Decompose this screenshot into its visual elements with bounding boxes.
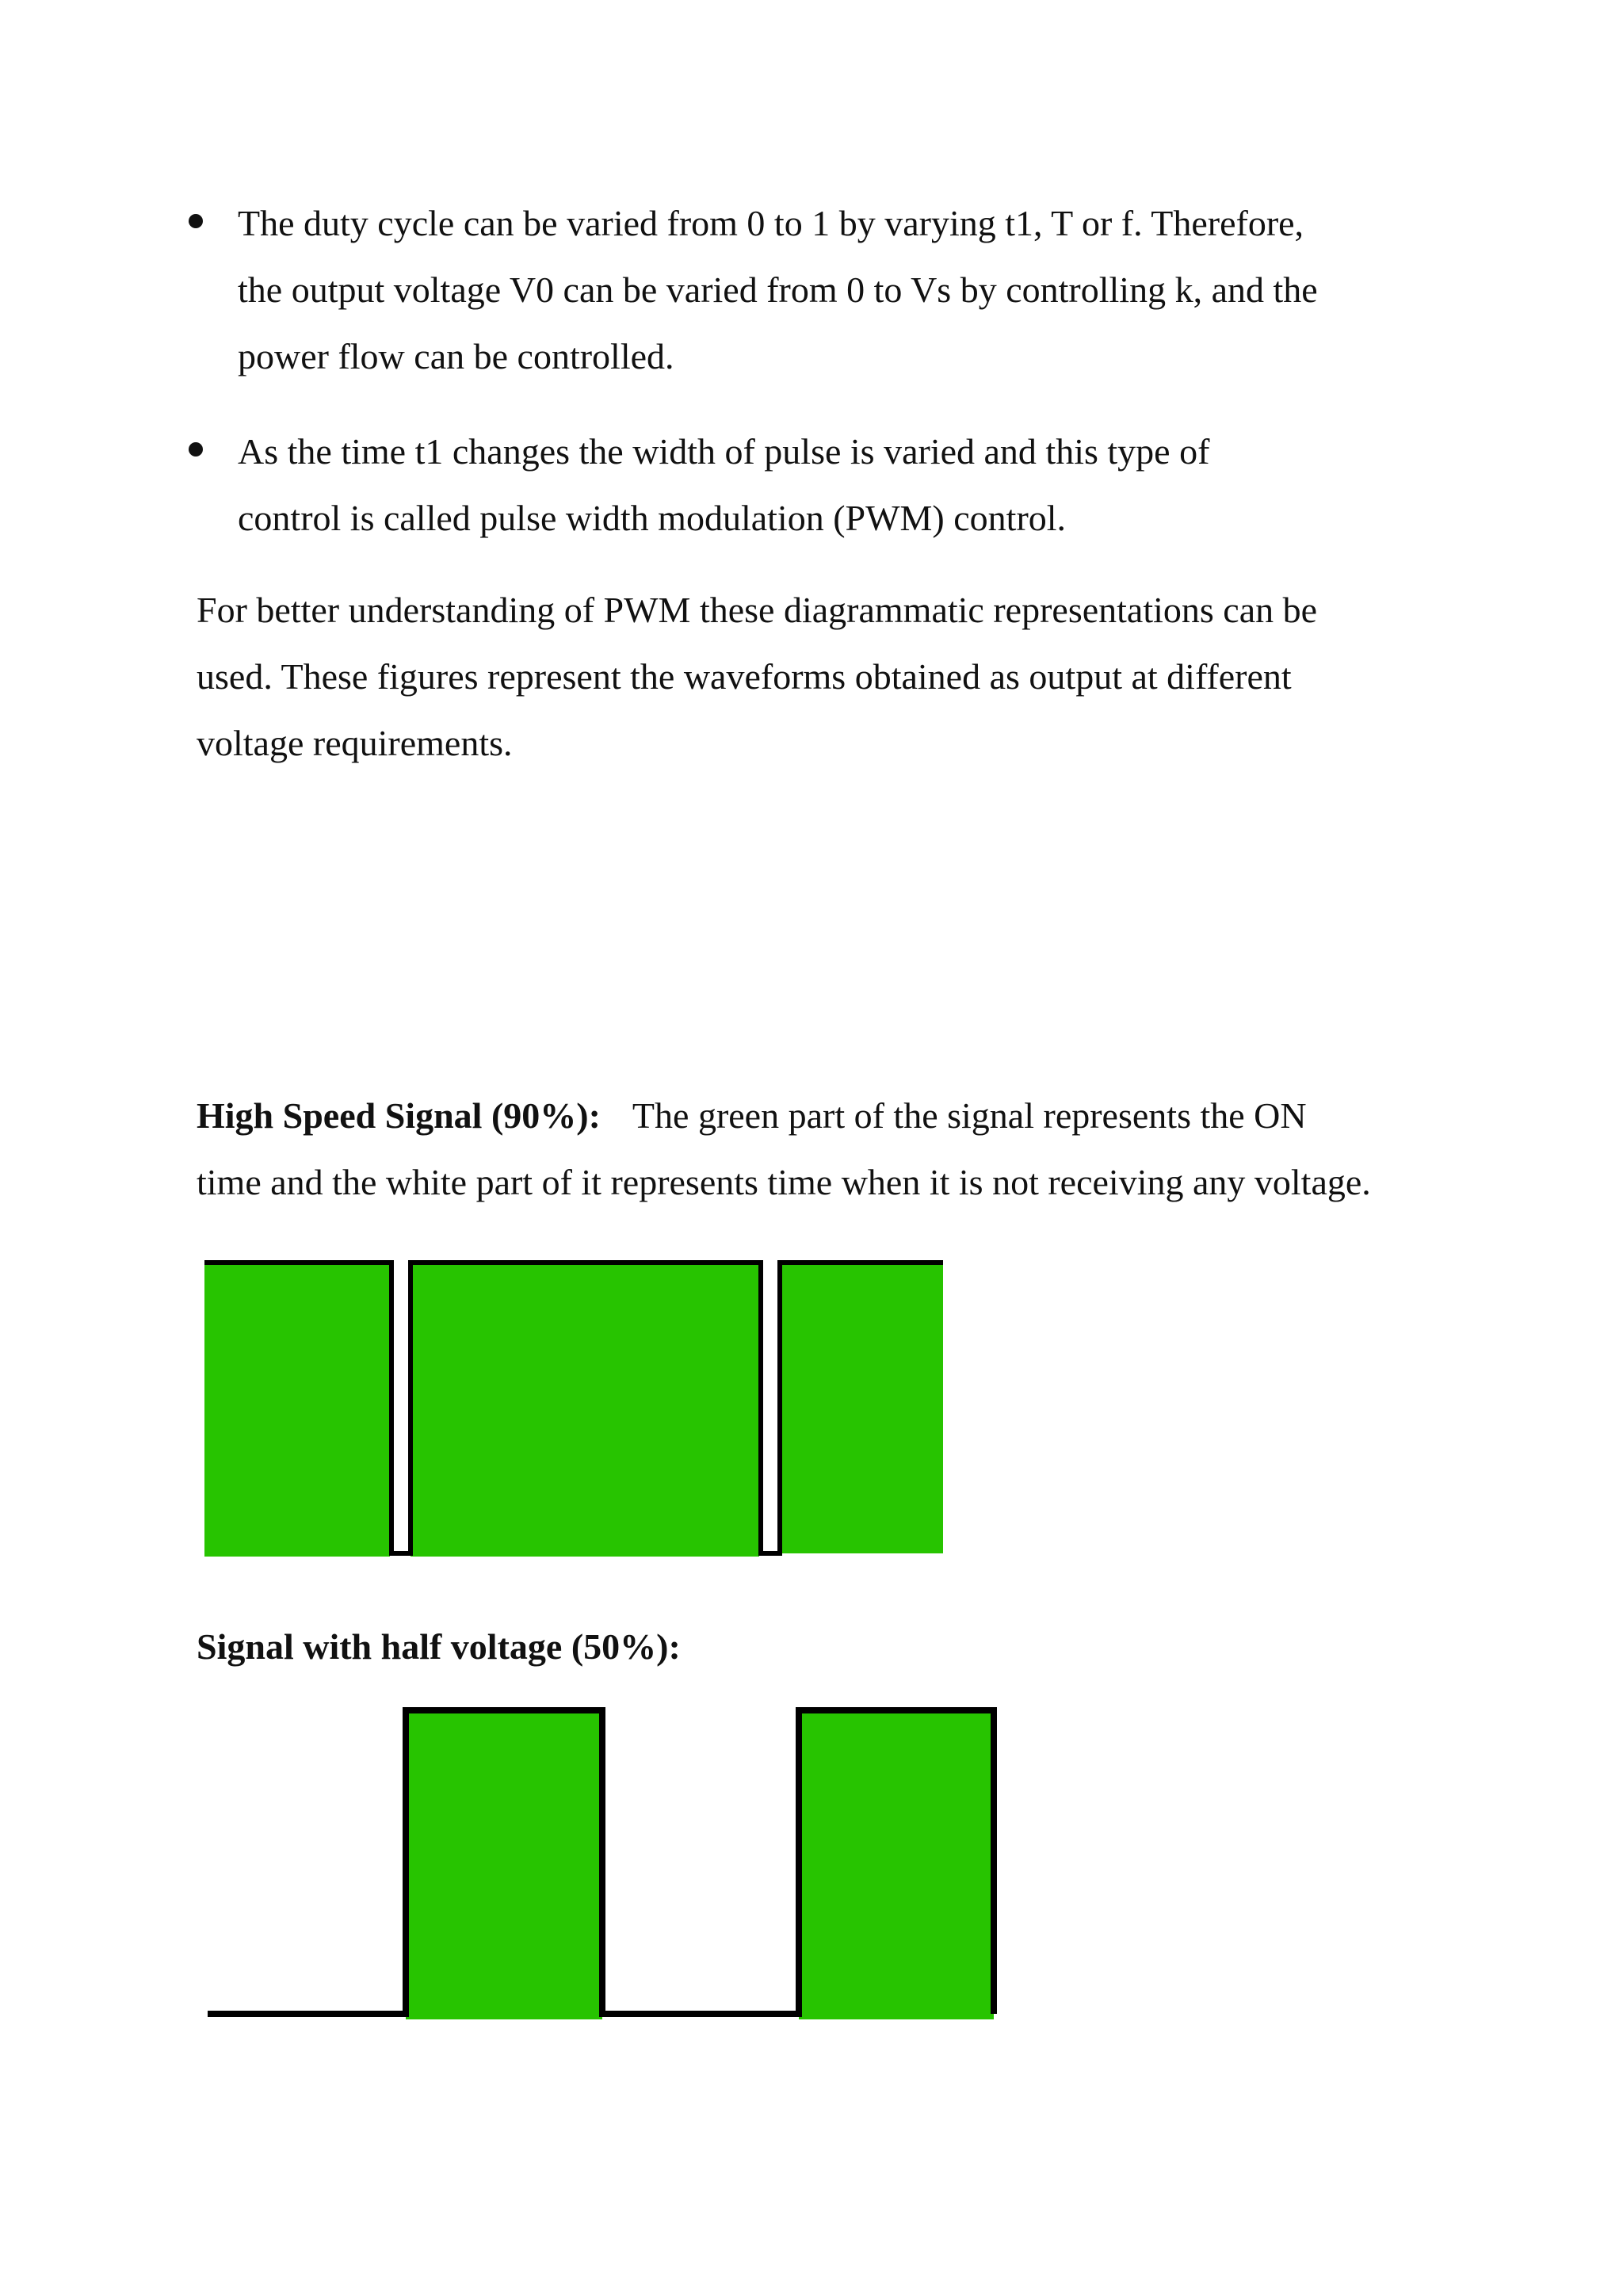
signal-pulse-2	[799, 1709, 994, 2019]
bullet-line: power flow can be controlled.	[238, 336, 674, 376]
bullet-line: control is called pulse width modulation (PWM) control.	[238, 498, 1067, 538]
half-voltage-caption	[197, 1614, 1480, 1680]
bullet-item-pwm	[238, 418, 1474, 552]
intro-paragraph	[197, 577, 1480, 777]
high-speed-signal-figure	[0, 1236, 1030, 1585]
bullet-item-duty-cycle	[238, 190, 1474, 390]
paragraph-line: used. These figures represent the waveforms obtained as output at different	[197, 656, 1292, 697]
caption-line: time and the white part of it represents time when it is not receiving any voltage.	[197, 1162, 1371, 1202]
paragraph-line: voltage requirements.	[197, 723, 513, 763]
caption-line	[197, 1083, 1480, 1149]
paragraph-line: For better understanding of PWM these diagrammatic representations can be	[197, 590, 1318, 630]
signal-pulse-3	[778, 1262, 943, 1553]
signal-pulse-2	[411, 1262, 759, 1557]
half-voltage-signal-figure	[0, 1688, 1030, 2037]
bullet-icon	[189, 214, 203, 228]
bullet-line: As the time t1 changes the width of pulse is varied and this type of	[238, 431, 1210, 472]
signal-pulse-1	[204, 1262, 390, 1557]
bullet-icon	[189, 442, 203, 457]
bullet-line: The duty cycle can be varied from 0 to 1 by varying t1, T or f. Therefore,	[238, 203, 1304, 243]
bullet-line: the output voltage V0 can be varied from 0 to Vs by controlling k, and the	[238, 269, 1318, 310]
high-speed-text: The green part of the signal represents the ON	[632, 1095, 1307, 1136]
signal-pulse-1	[406, 1709, 602, 2019]
high-speed-caption	[197, 1083, 1480, 1216]
half-voltage-heading: Signal with half voltage (50%):	[197, 1626, 681, 1667]
high-speed-heading: High Speed Signal (90%):	[197, 1095, 601, 1136]
